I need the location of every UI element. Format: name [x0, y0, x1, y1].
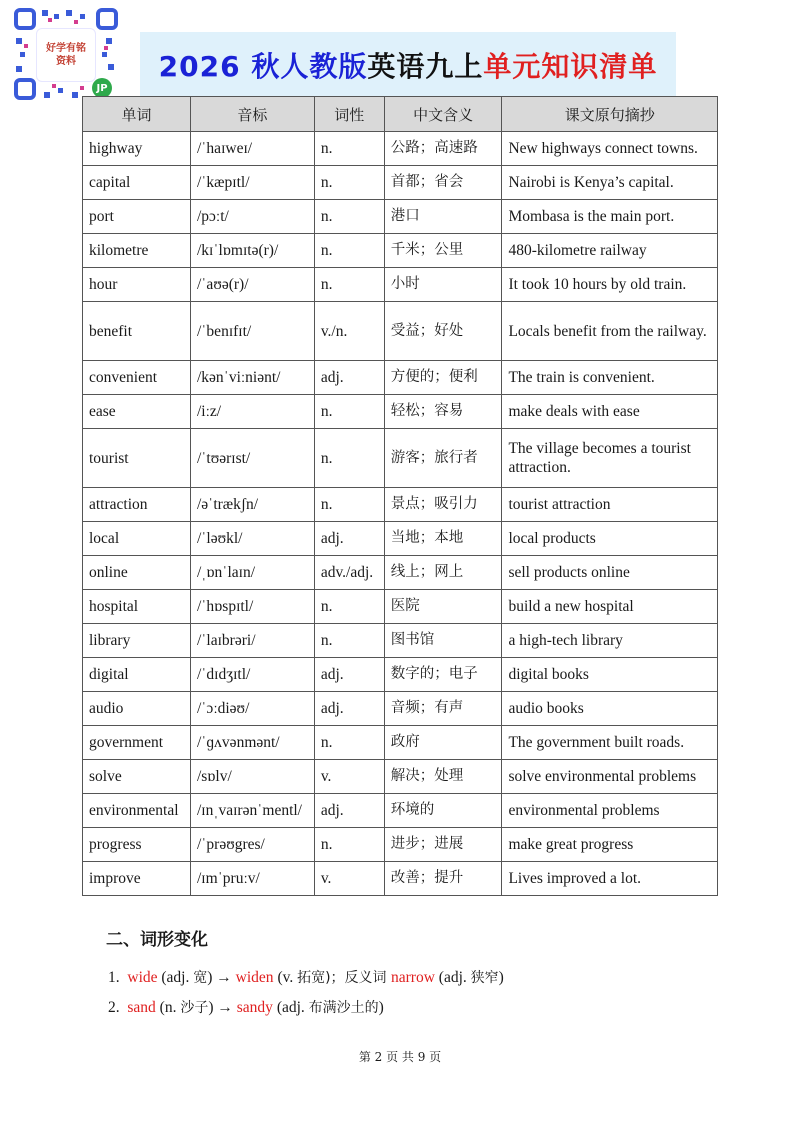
meaning: 狭窄 [470, 970, 499, 986]
antonym-label: )；反义词 [325, 970, 392, 986]
item-number: 2. [108, 999, 120, 1016]
pos-cell: adj. [314, 522, 384, 556]
table-row [83, 200, 718, 234]
sentence-cell: tourist attraction [502, 488, 718, 522]
section-2-title: 二、词形变化 [106, 930, 208, 950]
table-row [83, 132, 718, 166]
title-part-3: 单元知识清单 [483, 50, 658, 83]
sentence-cell: Lives improved a lot. [502, 862, 718, 896]
meaning-cell: 改善；提升 [384, 862, 502, 896]
title-part-2: 英语九上 [367, 50, 484, 83]
header-word: 单词 [83, 97, 191, 132]
word-cell: online [83, 556, 191, 590]
word-antonym: narrow [391, 969, 435, 986]
table-row [83, 268, 718, 302]
sentence-cell: a high-tech library [502, 624, 718, 658]
word-base: wide [127, 969, 158, 986]
logo [14, 8, 118, 102]
pos-label: (adj. [272, 999, 309, 1016]
meaning-cell: 公路；高速路 [384, 132, 502, 166]
phonetic-cell: /ˈaʊə(r)/ [190, 268, 314, 302]
meaning-cell: 港口 [384, 200, 502, 234]
pos-cell: n. [314, 166, 384, 200]
meaning-cell: 线上；网上 [384, 556, 502, 590]
phonetic-cell: /ˈbenɪfɪt/ [190, 302, 314, 361]
vocabulary-table [82, 96, 718, 896]
meaning: 布满沙土的 [308, 1000, 379, 1016]
phonetic-cell: /ˈprəʊgres/ [190, 828, 314, 862]
meaning: 拓宽 [297, 970, 326, 986]
pos-cell: n. [314, 726, 384, 760]
pos-label: (adj. [434, 969, 471, 986]
word-cell: environmental [83, 794, 191, 828]
phonetic-cell: /ɪmˈpruːv/ [190, 862, 314, 896]
meaning-cell: 数字的；电子 [384, 658, 502, 692]
word-cell: audio [83, 692, 191, 726]
logo-center [36, 28, 96, 82]
word-cell: highway [83, 132, 191, 166]
sentence-cell: 480-kilometre railway [502, 234, 718, 268]
pos-label: (adj. [161, 969, 194, 986]
sentence-cell: New highways connect towns. [502, 132, 718, 166]
table-row [83, 590, 718, 624]
pos-label: (n. [159, 999, 181, 1016]
sentence-cell: The government built roads. [502, 726, 718, 760]
pos-cell: adj. [314, 794, 384, 828]
sentence-cell: Nairobi is Kenya’s capital. [502, 166, 718, 200]
pos-cell: adv./adj. [314, 556, 384, 590]
word-derived: sandy [236, 999, 273, 1016]
word-cell: port [83, 200, 191, 234]
sentence-cell: build a new hospital [502, 590, 718, 624]
sentence-cell: make deals with ease [502, 395, 718, 429]
table-row [83, 794, 718, 828]
word-cell: convenient [83, 361, 191, 395]
pos-cell: n. [314, 132, 384, 166]
sentence-cell: Mombasa is the main port. [502, 200, 718, 234]
sentence-cell: solve environmental problems [502, 760, 718, 794]
phonetic-cell: /ˈhaɪweɪ/ [190, 132, 314, 166]
list-item [108, 993, 504, 1023]
meaning-cell: 进步；进展 [384, 828, 502, 862]
meaning-cell: 音频；有声 [384, 692, 502, 726]
word-cell: ease [83, 395, 191, 429]
table-row [83, 234, 718, 268]
word-cell: digital [83, 658, 191, 692]
page-number: 第 2 页 共 9 页 [358, 1050, 442, 1064]
word-cell: capital [83, 166, 191, 200]
meaning-cell: 医院 [384, 590, 502, 624]
pos-cell: adj. [314, 361, 384, 395]
word-cell: attraction [83, 488, 191, 522]
meaning-cell: 小时 [384, 268, 502, 302]
header-sentence: 课文原句摘抄 [502, 97, 718, 132]
word-base: sand [127, 999, 156, 1016]
close-paren: ) [378, 999, 384, 1016]
meaning-cell: 受益；好处 [384, 302, 502, 361]
phonetic-cell: /ˈləʊkl/ [190, 522, 314, 556]
meaning-cell: 环境的 [384, 794, 502, 828]
header-phonetic: 音标 [190, 97, 314, 132]
pos-cell: adj. [314, 692, 384, 726]
header-meaning: 中文含义 [384, 97, 502, 132]
sentence-cell: audio books [502, 692, 718, 726]
phonetic-cell: /kɪˈlɒmɪtə(r)/ [190, 234, 314, 268]
phonetic-cell: /əˈtrækʃn/ [190, 488, 314, 522]
table-row [83, 692, 718, 726]
logo-text-2: 资料 [56, 56, 76, 67]
phonetic-cell: /pɔːt/ [190, 200, 314, 234]
phonetic-cell: /ˈtʊərɪst/ [190, 429, 314, 488]
word-cell: hour [83, 268, 191, 302]
phonetic-cell: /kənˈviːniənt/ [190, 361, 314, 395]
pos-label: (v. [273, 969, 298, 986]
table-row [83, 658, 718, 692]
word-cell: government [83, 726, 191, 760]
sentence-cell: Locals benefit from the railway. [502, 302, 718, 361]
pos-cell: n. [314, 828, 384, 862]
table-row [83, 522, 718, 556]
phonetic-cell: /ˈhɒspɪtl/ [190, 590, 314, 624]
phonetic-cell: /iːz/ [190, 395, 314, 429]
word-forms-list [108, 963, 504, 1023]
pos-cell: n. [314, 200, 384, 234]
meaning-cell: 首都；省会 [384, 166, 502, 200]
table-row [83, 828, 718, 862]
meaning-cell: 解决；处理 [384, 760, 502, 794]
word-cell: library [83, 624, 191, 658]
title-part-1: 2026 秋人教版 [158, 50, 368, 83]
word-cell: kilometre [83, 234, 191, 268]
meaning-cell: 政府 [384, 726, 502, 760]
page-title [140, 32, 676, 98]
table-row [83, 302, 718, 361]
phonetic-cell: /ˈlaɪbrəri/ [190, 624, 314, 658]
meaning-cell: 方便的；便利 [384, 361, 502, 395]
table-row [83, 862, 718, 896]
arrow: ) → [207, 969, 236, 986]
table-row [83, 166, 718, 200]
sentence-cell: The train is convenient. [502, 361, 718, 395]
meaning-cell: 轻松；容易 [384, 395, 502, 429]
header-pos: 词性 [314, 97, 384, 132]
table-row [83, 624, 718, 658]
word-cell: improve [83, 862, 191, 896]
sentence-cell: local products [502, 522, 718, 556]
table-header-row [83, 97, 718, 132]
table-row [83, 726, 718, 760]
word-derived: widen [235, 969, 274, 986]
pos-cell: v. [314, 760, 384, 794]
phonetic-cell: /ˈkæpɪtl/ [190, 166, 314, 200]
meaning-cell: 图书馆 [384, 624, 502, 658]
sentence-cell: make great progress [502, 828, 718, 862]
phonetic-cell: /ˌɒnˈlaɪn/ [190, 556, 314, 590]
phonetic-cell: /ˈɡʌvənmənt/ [190, 726, 314, 760]
pos-cell: n. [314, 624, 384, 658]
table-row [83, 395, 718, 429]
logo-text-1: 好学有铭 [46, 43, 86, 54]
meaning-cell: 游客；旅行者 [384, 429, 502, 488]
sentence-cell: The village becomes a tourist attraction. [502, 429, 718, 488]
pos-cell: adj. [314, 658, 384, 692]
pos-cell: n. [314, 590, 384, 624]
word-cell: local [83, 522, 191, 556]
table-row [83, 760, 718, 794]
arrow: ) → [208, 999, 237, 1016]
phonetic-cell: /sɒlv/ [190, 760, 314, 794]
sentence-cell: It took 10 hours by old train. [502, 268, 718, 302]
pos-cell: v. [314, 862, 384, 896]
table-row [83, 429, 718, 488]
pos-cell: n. [314, 395, 384, 429]
meaning: 宽 [193, 970, 208, 986]
table-row [83, 488, 718, 522]
pos-cell: n. [314, 234, 384, 268]
table-row [83, 556, 718, 590]
sentence-cell: digital books [502, 658, 718, 692]
word-cell: hospital [83, 590, 191, 624]
phonetic-cell: /ˈɔːdiəʊ/ [190, 692, 314, 726]
sentence-cell: environmental problems [502, 794, 718, 828]
meaning-cell: 千米；公里 [384, 234, 502, 268]
meaning: 沙子 [180, 1000, 209, 1016]
word-cell: tourist [83, 429, 191, 488]
list-item [108, 963, 504, 993]
meaning-cell: 景点；吸引力 [384, 488, 502, 522]
meaning-cell: 当地；本地 [384, 522, 502, 556]
pos-cell: n. [314, 488, 384, 522]
sentence-cell: sell products online [502, 556, 718, 590]
word-cell: progress [83, 828, 191, 862]
phonetic-cell: /ɪnˌvaɪrənˈmentl/ [190, 794, 314, 828]
pos-cell: v./n. [314, 302, 384, 361]
pos-cell: n. [314, 268, 384, 302]
mini-program-badge-icon: JP [92, 78, 112, 98]
word-cell: solve [83, 760, 191, 794]
table-row [83, 361, 718, 395]
close-paren: ) [498, 969, 504, 986]
word-cell: benefit [83, 302, 191, 361]
pos-cell: n. [314, 429, 384, 488]
phonetic-cell: /ˈdɪdʒɪtl/ [190, 658, 314, 692]
item-number: 1. [108, 969, 120, 986]
